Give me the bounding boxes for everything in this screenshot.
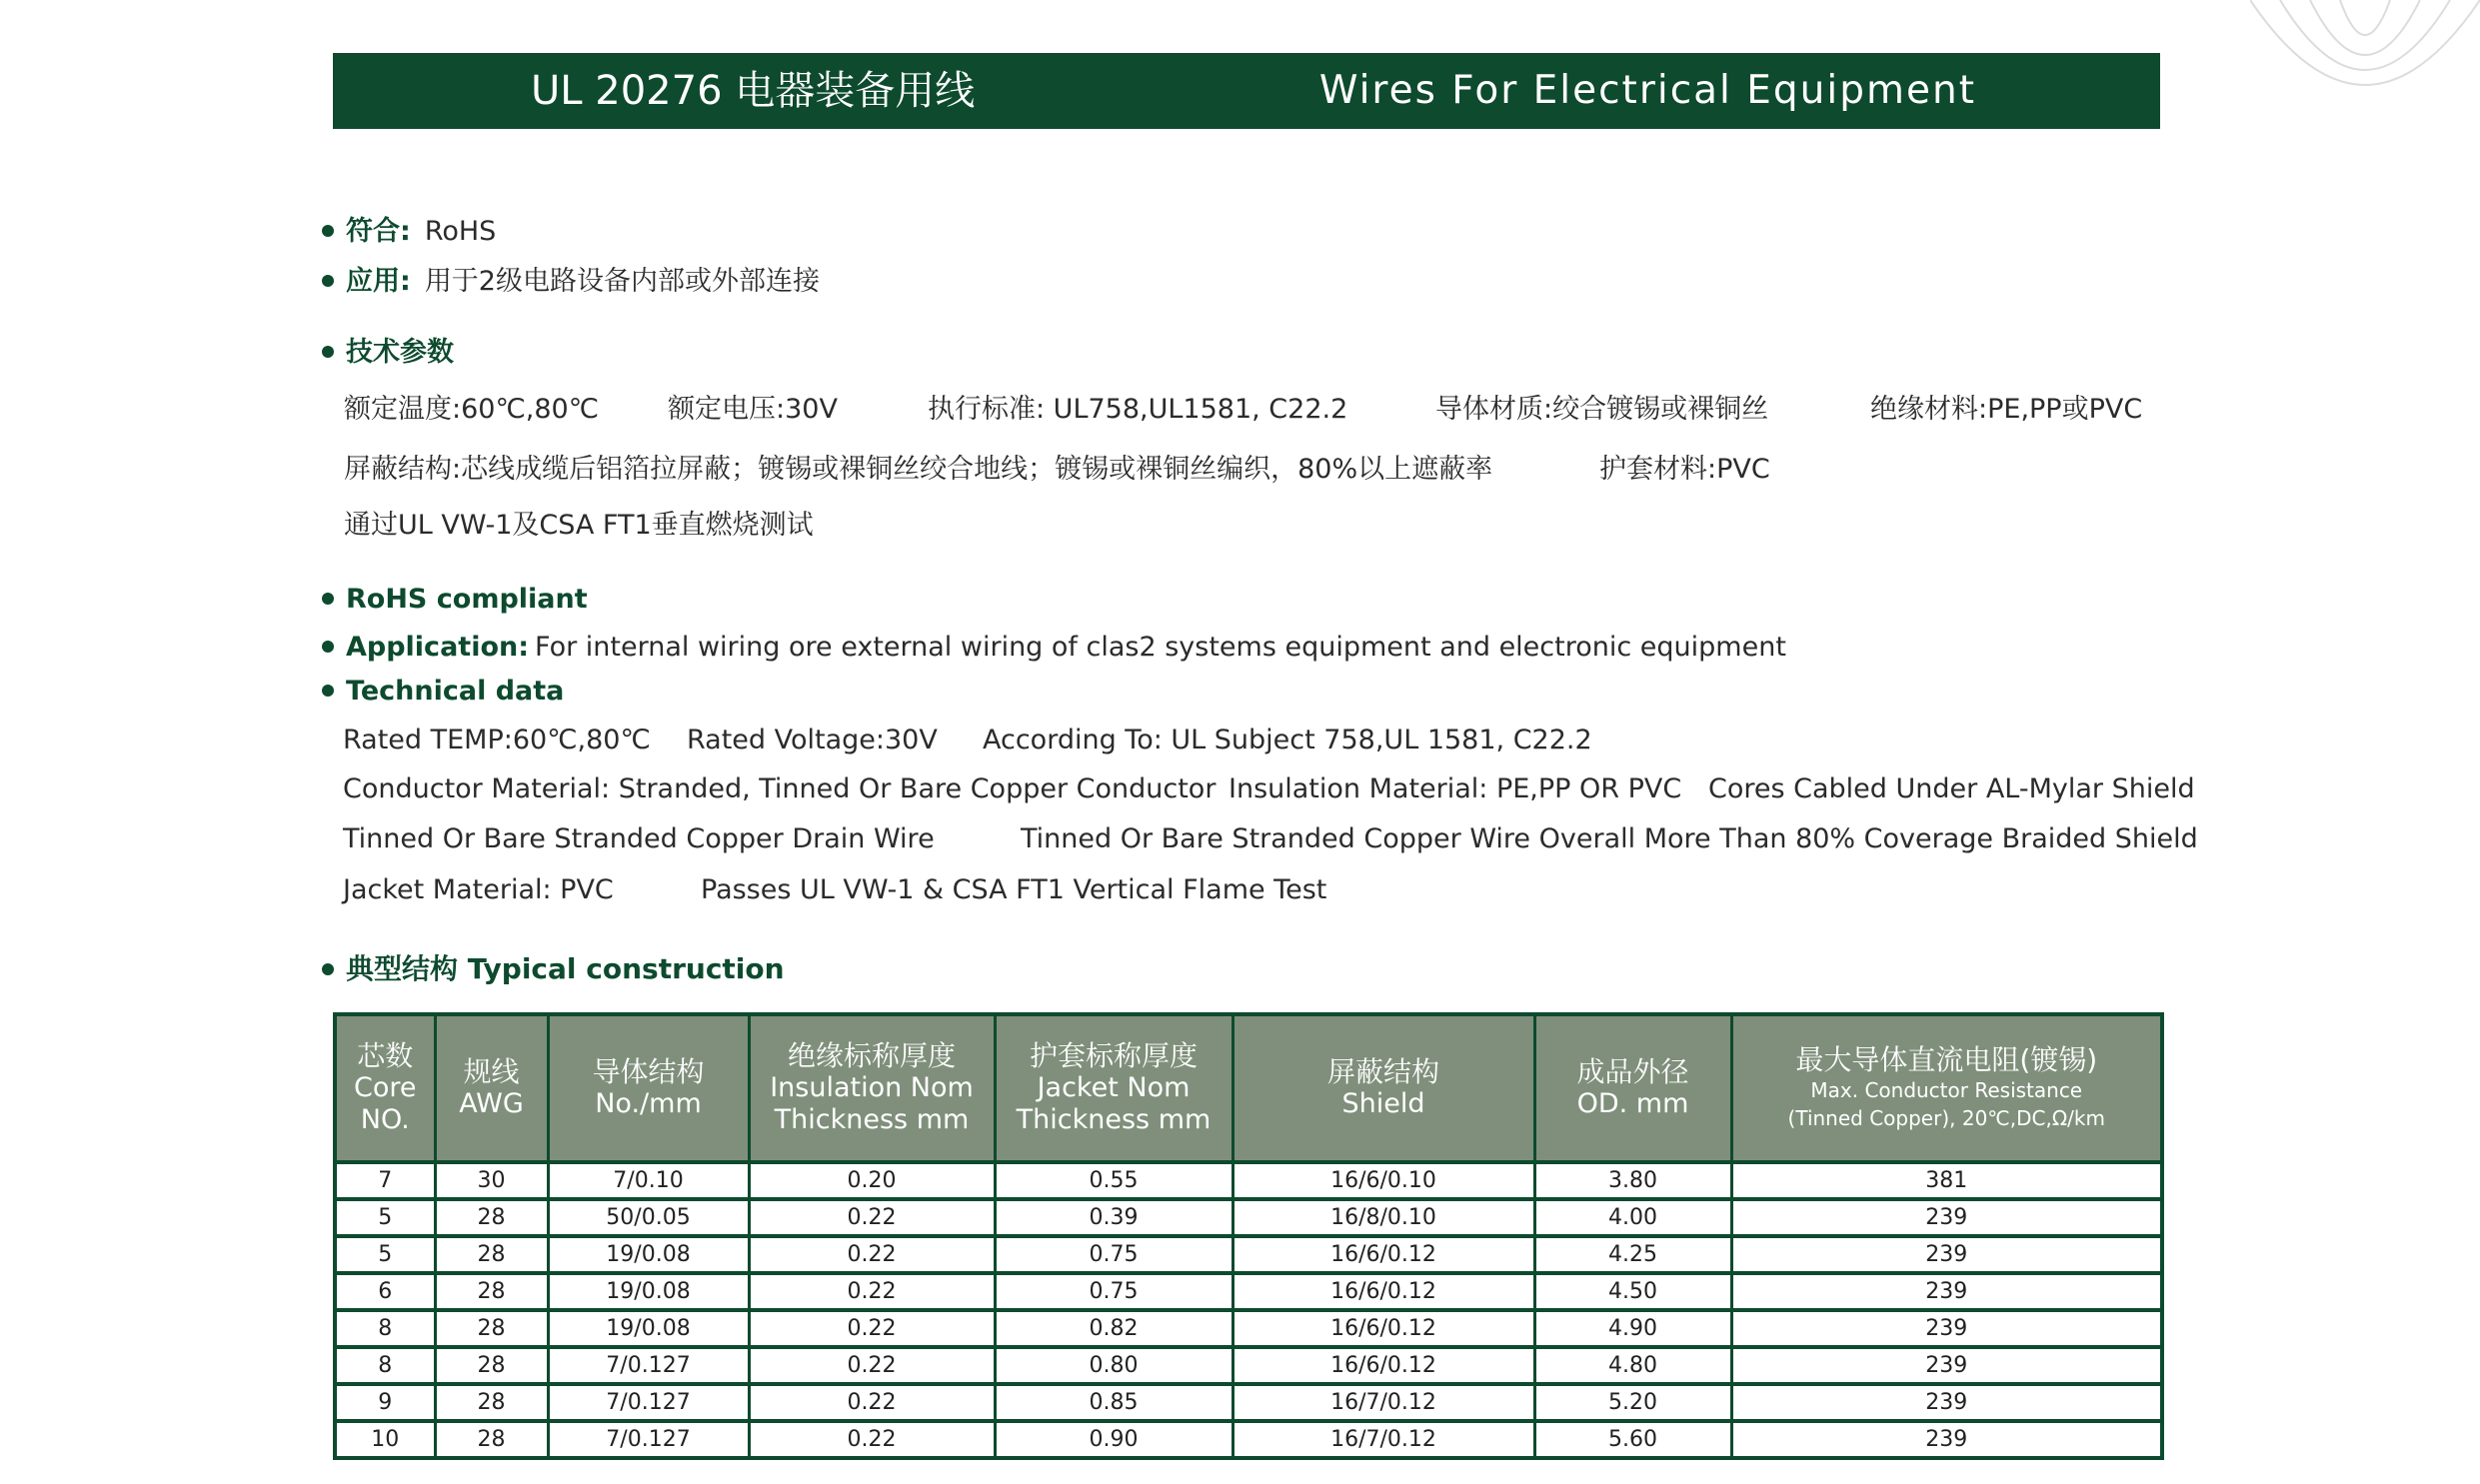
cell-awg: 28 bbox=[435, 1421, 548, 1458]
cell-jacket: 0.90 bbox=[995, 1421, 1233, 1458]
cell-jacket: 0.82 bbox=[995, 1310, 1233, 1347]
cell-conductor: 19/0.08 bbox=[548, 1236, 749, 1273]
cn-spec-insulation: 绝缘材料:PE,PP或PVC bbox=[1870, 394, 2143, 425]
table-row bbox=[335, 1310, 2162, 1347]
cell-insulation: 0.22 bbox=[749, 1236, 995, 1273]
en-spec-flame: Passes UL VW-1 & CSA FT1 Vertical Flame Test bbox=[701, 874, 1327, 905]
decorative-corner-lines bbox=[2250, 0, 2480, 130]
cn-spec-standard: 执行标准: UL758,UL1581, C22.2 bbox=[928, 394, 1348, 425]
tech-bullet-en bbox=[322, 672, 564, 712]
bullet-dot bbox=[322, 641, 334, 653]
bullet-dot bbox=[322, 346, 334, 358]
cell-core: 7 bbox=[378, 1168, 393, 1193]
cell-resistance: 239 bbox=[1731, 1384, 2162, 1421]
table-row bbox=[335, 1421, 2162, 1458]
cn-spec-shield: 屏蔽结构:芯线成缆后铝箔拉屏蔽；镀锡或裸铜丝绞合地线；镀锡或裸铜丝编织，80%以上遮蔽率 bbox=[344, 454, 1493, 485]
cell-awg: 28 bbox=[435, 1199, 548, 1236]
cell-conductor: 7/0.10 bbox=[548, 1162, 749, 1199]
compliance-label: 符合: bbox=[346, 216, 411, 247]
application-value-cn: 用于2级电路设备内部或外部连接 bbox=[424, 266, 820, 297]
en-spec-drain: Tinned Or Bare Stranded Copper Drain Wire bbox=[343, 823, 935, 854]
cell-od: 4.50 bbox=[1534, 1273, 1731, 1310]
cell-core: 5 bbox=[335, 1236, 435, 1273]
cell-jacket: 0.85 bbox=[995, 1384, 1233, 1421]
cell-jacket: 0.80 bbox=[995, 1347, 1233, 1384]
cell-insulation: 0.22 bbox=[749, 1347, 995, 1384]
application-value-en: For internal wiring ore external wiring of clas2 systems equipment and electronic equipment bbox=[535, 632, 1786, 663]
table-row bbox=[335, 1199, 2162, 1236]
cell-jacket: 0.39 bbox=[995, 1199, 1233, 1236]
header-resistance: 最大导体直流电阻(镀锡) Max. Conductor Resistance (Tinned Copper), 20℃,DC,Ω/km bbox=[1731, 1014, 2162, 1162]
application-bullet-cn bbox=[322, 262, 820, 302]
construction-table bbox=[333, 1012, 2164, 1460]
title-cn: UL 20276 电器装备用线 bbox=[531, 68, 976, 114]
en-spec-jacket: Jacket Material: PVC bbox=[343, 874, 614, 905]
header-shield: 屏蔽结构 Shield bbox=[1233, 1014, 1534, 1162]
cell-awg: 28 bbox=[435, 1236, 548, 1273]
rohs-bullet-en bbox=[322, 580, 588, 620]
cell-conductor: 7/0.127 bbox=[548, 1347, 749, 1384]
en-spec-conductor: Conductor Material: Stranded, Tinned Or Bare Copper Conductor bbox=[343, 773, 1217, 804]
cell-shield: 16/6/0.12 bbox=[1233, 1273, 1534, 1310]
en-spec-standard: According To: UL Subject 758,UL 1581, C22.2 bbox=[983, 725, 1592, 755]
construction-title: 典型结构 Typical construction bbox=[346, 952, 785, 985]
bullet-dot bbox=[322, 225, 334, 237]
cn-spec-voltage: 额定电压:30V bbox=[668, 394, 838, 425]
title-en: Wires For Electrical Equipment bbox=[1318, 68, 1976, 113]
cn-spec-jacket: 护套材料:PVC bbox=[1599, 454, 1770, 485]
header-core: 芯数 Core NO. bbox=[335, 1014, 435, 1162]
cell-insulation: 0.22 bbox=[749, 1199, 995, 1236]
cell-jacket: 0.75 bbox=[995, 1273, 1233, 1310]
rohs-label-en: RoHS compliant bbox=[346, 584, 588, 615]
cell-od: 3.80 bbox=[1534, 1162, 1731, 1199]
cell-awg: 28 bbox=[435, 1310, 548, 1347]
cell-conductor: 7/0.127 bbox=[548, 1384, 749, 1421]
cell-core: 8 bbox=[335, 1347, 435, 1384]
cell-insulation: 0.22 bbox=[749, 1421, 995, 1458]
tech-label-cn: 技术参数 bbox=[346, 337, 454, 368]
header-od: 成品外径 OD. mm bbox=[1534, 1014, 1731, 1162]
cell-shield: 16/7/0.12 bbox=[1233, 1384, 1534, 1421]
cell-shield: 16/6/0.12 bbox=[1233, 1310, 1534, 1347]
table-row bbox=[335, 1384, 2162, 1421]
cell-core: 9 bbox=[335, 1384, 435, 1421]
table-row bbox=[335, 1162, 2162, 1199]
application-label-cn: 应用: bbox=[346, 266, 411, 297]
cell-conductor: 7/0.127 bbox=[548, 1421, 749, 1458]
bullet-dot bbox=[322, 593, 334, 605]
cell-shield: 16/8/0.10 bbox=[1233, 1199, 1534, 1236]
construction-bullet bbox=[322, 949, 785, 990]
en-spec-temp: Rated TEMP:60℃,80℃ bbox=[343, 725, 651, 755]
cell-od: 4.25 bbox=[1534, 1236, 1731, 1273]
cell-shield: 16/6/0.12 bbox=[1233, 1347, 1534, 1384]
bullet-dot bbox=[322, 275, 334, 287]
application-label-en: Application: bbox=[346, 632, 530, 663]
cell-resistance: 239 bbox=[1731, 1273, 2162, 1310]
cell-awg: 30 bbox=[435, 1162, 548, 1199]
cell-shield: 16/7/0.12 bbox=[1233, 1421, 1534, 1458]
cell-core: 6 bbox=[335, 1273, 435, 1310]
bullet-dot bbox=[322, 685, 334, 697]
cell-jacket: 0.75 bbox=[995, 1236, 1233, 1273]
en-spec-voltage: Rated Voltage:30V bbox=[687, 725, 938, 755]
compliance-bullet bbox=[322, 212, 496, 252]
table-header-row bbox=[335, 1014, 2162, 1162]
header-conductor: 导体结构 No./mm bbox=[548, 1014, 749, 1162]
tech-bullet-cn bbox=[322, 333, 454, 373]
cn-spec-temp: 额定温度:60℃,80℃ bbox=[344, 394, 600, 425]
en-spec-braid: Tinned Or Bare Stranded Copper Wire Overall More Than 80% Coverage Braided Shield bbox=[1021, 823, 2198, 854]
cell-resistance: 239 bbox=[1731, 1199, 2162, 1236]
table-row bbox=[335, 1236, 2162, 1273]
cell-shield: 16/6/0.10 bbox=[1233, 1162, 1534, 1199]
cell-awg: 28 bbox=[435, 1273, 548, 1310]
header-jacket: 护套标称厚度 Jacket Nom Thickness mm bbox=[995, 1014, 1233, 1162]
cell-conductor: 19/0.08 bbox=[548, 1310, 749, 1347]
cell-resistance: 239 bbox=[1731, 1236, 2162, 1273]
cell-jacket: 0.55 bbox=[995, 1162, 1233, 1199]
cell-insulation: 0.22 bbox=[749, 1310, 995, 1347]
cell-od: 4.90 bbox=[1534, 1310, 1731, 1347]
cell-resistance: 239 bbox=[1731, 1421, 2162, 1458]
cell-awg: 28 bbox=[435, 1384, 548, 1421]
compliance-value: RoHS bbox=[424, 216, 497, 247]
cell-awg: 28 bbox=[435, 1347, 548, 1384]
cn-spec-conductor: 导体材质:绞合镀锡或裸铜丝 bbox=[1435, 394, 1769, 425]
cell-conductor: 50/0.05 bbox=[548, 1199, 749, 1236]
cell-resistance: 381 bbox=[1731, 1162, 2162, 1199]
bullet-dot bbox=[322, 963, 334, 975]
cell-conductor: 19/0.08 bbox=[548, 1273, 749, 1310]
cell-resistance: 239 bbox=[1731, 1347, 2162, 1384]
cell-insulation: 0.22 bbox=[749, 1273, 995, 1310]
cell-core: 5 bbox=[335, 1199, 435, 1236]
title-banner bbox=[333, 53, 2160, 129]
cell-od: 4.00 bbox=[1534, 1199, 1731, 1236]
table-row bbox=[335, 1347, 2162, 1384]
tech-label-en: Technical data bbox=[346, 676, 565, 707]
en-spec-insulation: Insulation Material: PE,PP OR PVC bbox=[1229, 773, 1682, 804]
header-insulation: 绝缘标称厚度 Insulation Nom Thickness mm bbox=[749, 1014, 995, 1162]
cell-od: 5.60 bbox=[1534, 1421, 1731, 1458]
cell-od: 5.20 bbox=[1534, 1384, 1731, 1421]
cn-spec-flame: 通过UL VW-1及CSA FT1垂直燃烧测试 bbox=[344, 510, 814, 541]
cell-resistance: 239 bbox=[1731, 1310, 2162, 1347]
cell-insulation: 0.20 bbox=[749, 1162, 995, 1199]
header-awg: 规线 AWG bbox=[435, 1014, 548, 1162]
cell-shield: 16/6/0.12 bbox=[1233, 1236, 1534, 1273]
en-spec-shield: Cores Cabled Under AL-Mylar Shield bbox=[1708, 773, 2195, 804]
cell-core: 10 bbox=[335, 1421, 435, 1458]
cell-insulation: 0.22 bbox=[749, 1384, 995, 1421]
cell-core: 8 bbox=[335, 1310, 435, 1347]
table-row bbox=[335, 1273, 2162, 1310]
cell-od: 4.80 bbox=[1534, 1347, 1731, 1384]
application-bullet-en bbox=[322, 628, 1786, 668]
